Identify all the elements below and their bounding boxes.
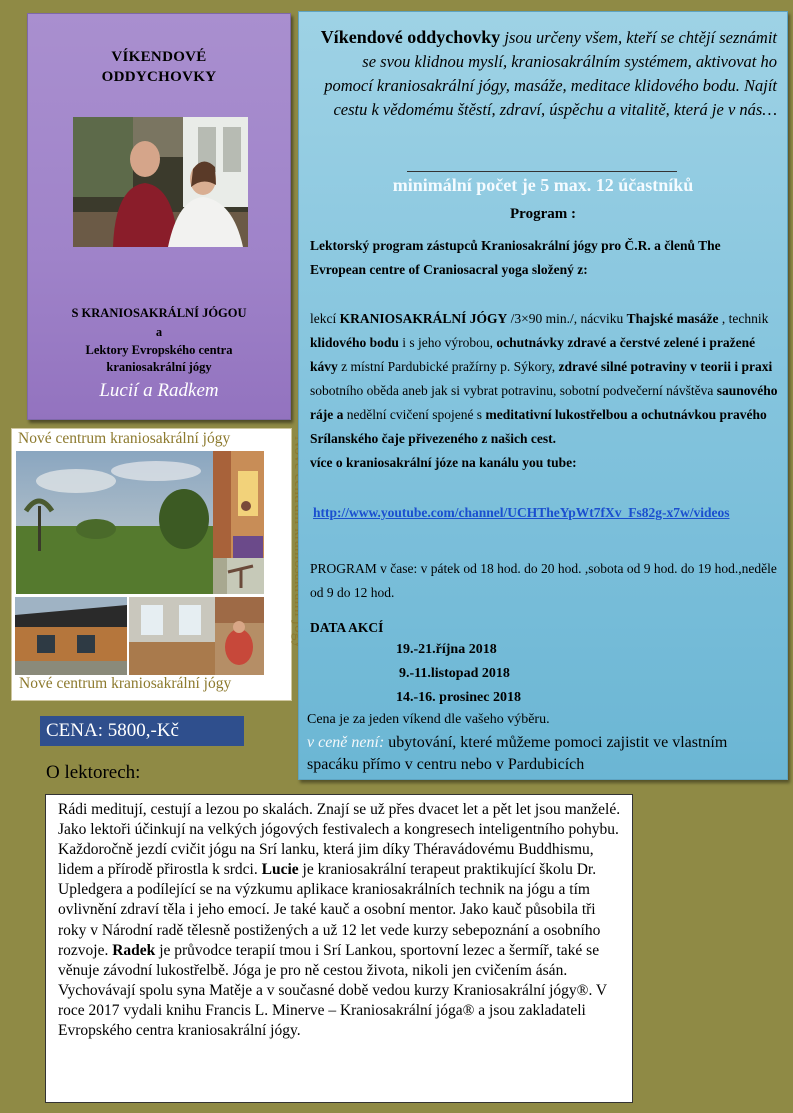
youtube-label: více o kraniosakrální józe na kanálu you tube:: [310, 455, 577, 470]
not-included-text: v ceně není: ubytování, které můžeme pomoci zajistit ve vlastním spacáku přímo v centru nebo v Pardubicích: [307, 734, 728, 773]
program-details: lekcí KRANIOSAKRÁLNÍ JÓGY /3×90 min./, nácviku Thajské masáže , technik klidového bodu i s jeho výrobou, ochutnávky zdravé a čerstvé zelené i pražené kávy z místní Pardubické pražírny p. Sýkory, zdravé silné potraviny v teorii i praxi sobotního oběda aneb jak si vybrat potravinu, sobotní podvečerní návštěva saunového ráje a nedělní cvičení spojené s meditativní lukostřelbou a ochutnávkou pravého Srílanského čaje přivezeného z našich cest. více o kraniosakrální józe na kanálu you tube:: [310, 311, 778, 470]
collage-caption-top: Nové centrum kraniosakrální jógy: [18, 430, 231, 447]
youtube-link[interactable]: http://www.youtube.com/channel/UCHTheYpWt7fXv_Fs82g-x7w/videos: [313, 505, 730, 520]
interior-photo: [129, 597, 215, 675]
info-panel: [298, 11, 788, 780]
yoga-room-photo: [213, 451, 264, 558]
about-lectors-title: O lektorech:: [46, 762, 141, 783]
poster-and: a: [155, 325, 163, 339]
dates-heading: DATA AKCÍ: [310, 620, 384, 635]
poster-lectors-line2: kraniosakrální jógy: [106, 360, 212, 374]
youtube-link-container: [313, 501, 783, 525]
poster-title: [28, 47, 290, 87]
collage-caption-bottom: Nové centrum kraniosakrální jógy: [19, 675, 232, 692]
price-note: Cena je za jeden víkend dle vašeho výběru.: [307, 712, 550, 727]
intro-text: [311, 25, 777, 122]
intro-lead: Víkendové oddychovky: [320, 27, 501, 47]
intro-rest: jsou určeny všem, kteří se chtějí seznámit se svou klidnou myslí, kraniosakrálním systémem, aktivovat ho pomocí kraniosakrální jógy, masáže, meditace klidového bodu. Najít cestu k vědomému štěstí, zdraví, úspěchu a vitalitě, která je v nás…: [324, 28, 777, 119]
poster-title-line1: VÍKENDOVÉ: [111, 49, 207, 65]
poster-with-line: S KRANIOSAKRÁLNÍ JÓGOU: [71, 306, 247, 320]
date-item: 14.-16. prosinec 2018: [396, 690, 521, 705]
program-heading: Program :: [510, 206, 576, 222]
lucie-name: Lucie: [261, 861, 299, 879]
yoga-pose-photo: [213, 558, 264, 594]
capacity-text: minimální počet je 5 max. 12 účastníků: [392, 175, 694, 195]
lector-program-text: Lektorský program zástupců Kraniosakrální jógy pro Č.R. a členů The Evropean centre of Craniosacral yoga složený z:: [310, 238, 721, 277]
couple-photo: [73, 117, 248, 247]
garden-photo: [16, 451, 213, 594]
schedule-text: PROGRAM v čase: v pátek od 18 hod. do 20 hod. ,sobota od 9 hod. do 19 hod.,neděle od 9 do 12 hod.: [310, 561, 777, 600]
about-lectors-box: Rádi meditují, cestují a lezou po skalách. Znají se už přes dvacet let a pět let jsou manželé. Jako lektoři účinkují na velkých jógových festivalech a kongresech inteligentního pohybu. Každoročně jezdí cvičit jógu na Srí lanku, která jim díky Théravádovému Buddhismu, lidem a přírodě přirostla k srdci. Lucie je kraniosakrální terapeut praktikující školu Dr. Upledgera a podílející se na výzkumu aplikace kraniosakrálních technik na jógu a tím ovlivnění zdraví těla i jeho emocí. Je také kauč a osobní mentor. Jako kauč působila tři roky v Národní radě tělesně postižených a už 12 let vede kurzy sebepoznání a osobního rozvoje. Radek je průvodce terapií tmou i Srí Lankou, sportovní lezec a šermíř, také se věnuje závodní lukostřelbě. Jóga je pro ně cestou života, nikoli jen cvičením ásán. Vychovávají spolu syna Matěje a v současné době vedou kurzy Kraniosakrální jógy®. V roce 2017 vydali knihu Francis L. Minerve – Kraniosakrální jóga® a jsou zakladateli Evropského centra kraniosakrální jógy.: [45, 794, 633, 1103]
not-included-label: v ceně není:: [307, 734, 385, 751]
divider-line: [407, 171, 677, 172]
date-item: 9.-11.listopad 2018: [399, 666, 510, 681]
building-photo: [15, 597, 127, 675]
poster-title-line2: ODDYCHOVKY: [101, 69, 217, 85]
price-badge: CENA: 5800,-Kč: [40, 716, 244, 746]
poster-names: Lucií a Radkem: [99, 380, 219, 401]
photo-collage: [11, 428, 292, 701]
radek-name: Radek: [112, 941, 156, 959]
poster-lectors-line1: Lektory Evropského centra: [85, 343, 233, 357]
meditation-photo: [215, 597, 264, 675]
date-item: 19.-21.října 2018: [396, 642, 497, 657]
poster: [27, 13, 291, 420]
